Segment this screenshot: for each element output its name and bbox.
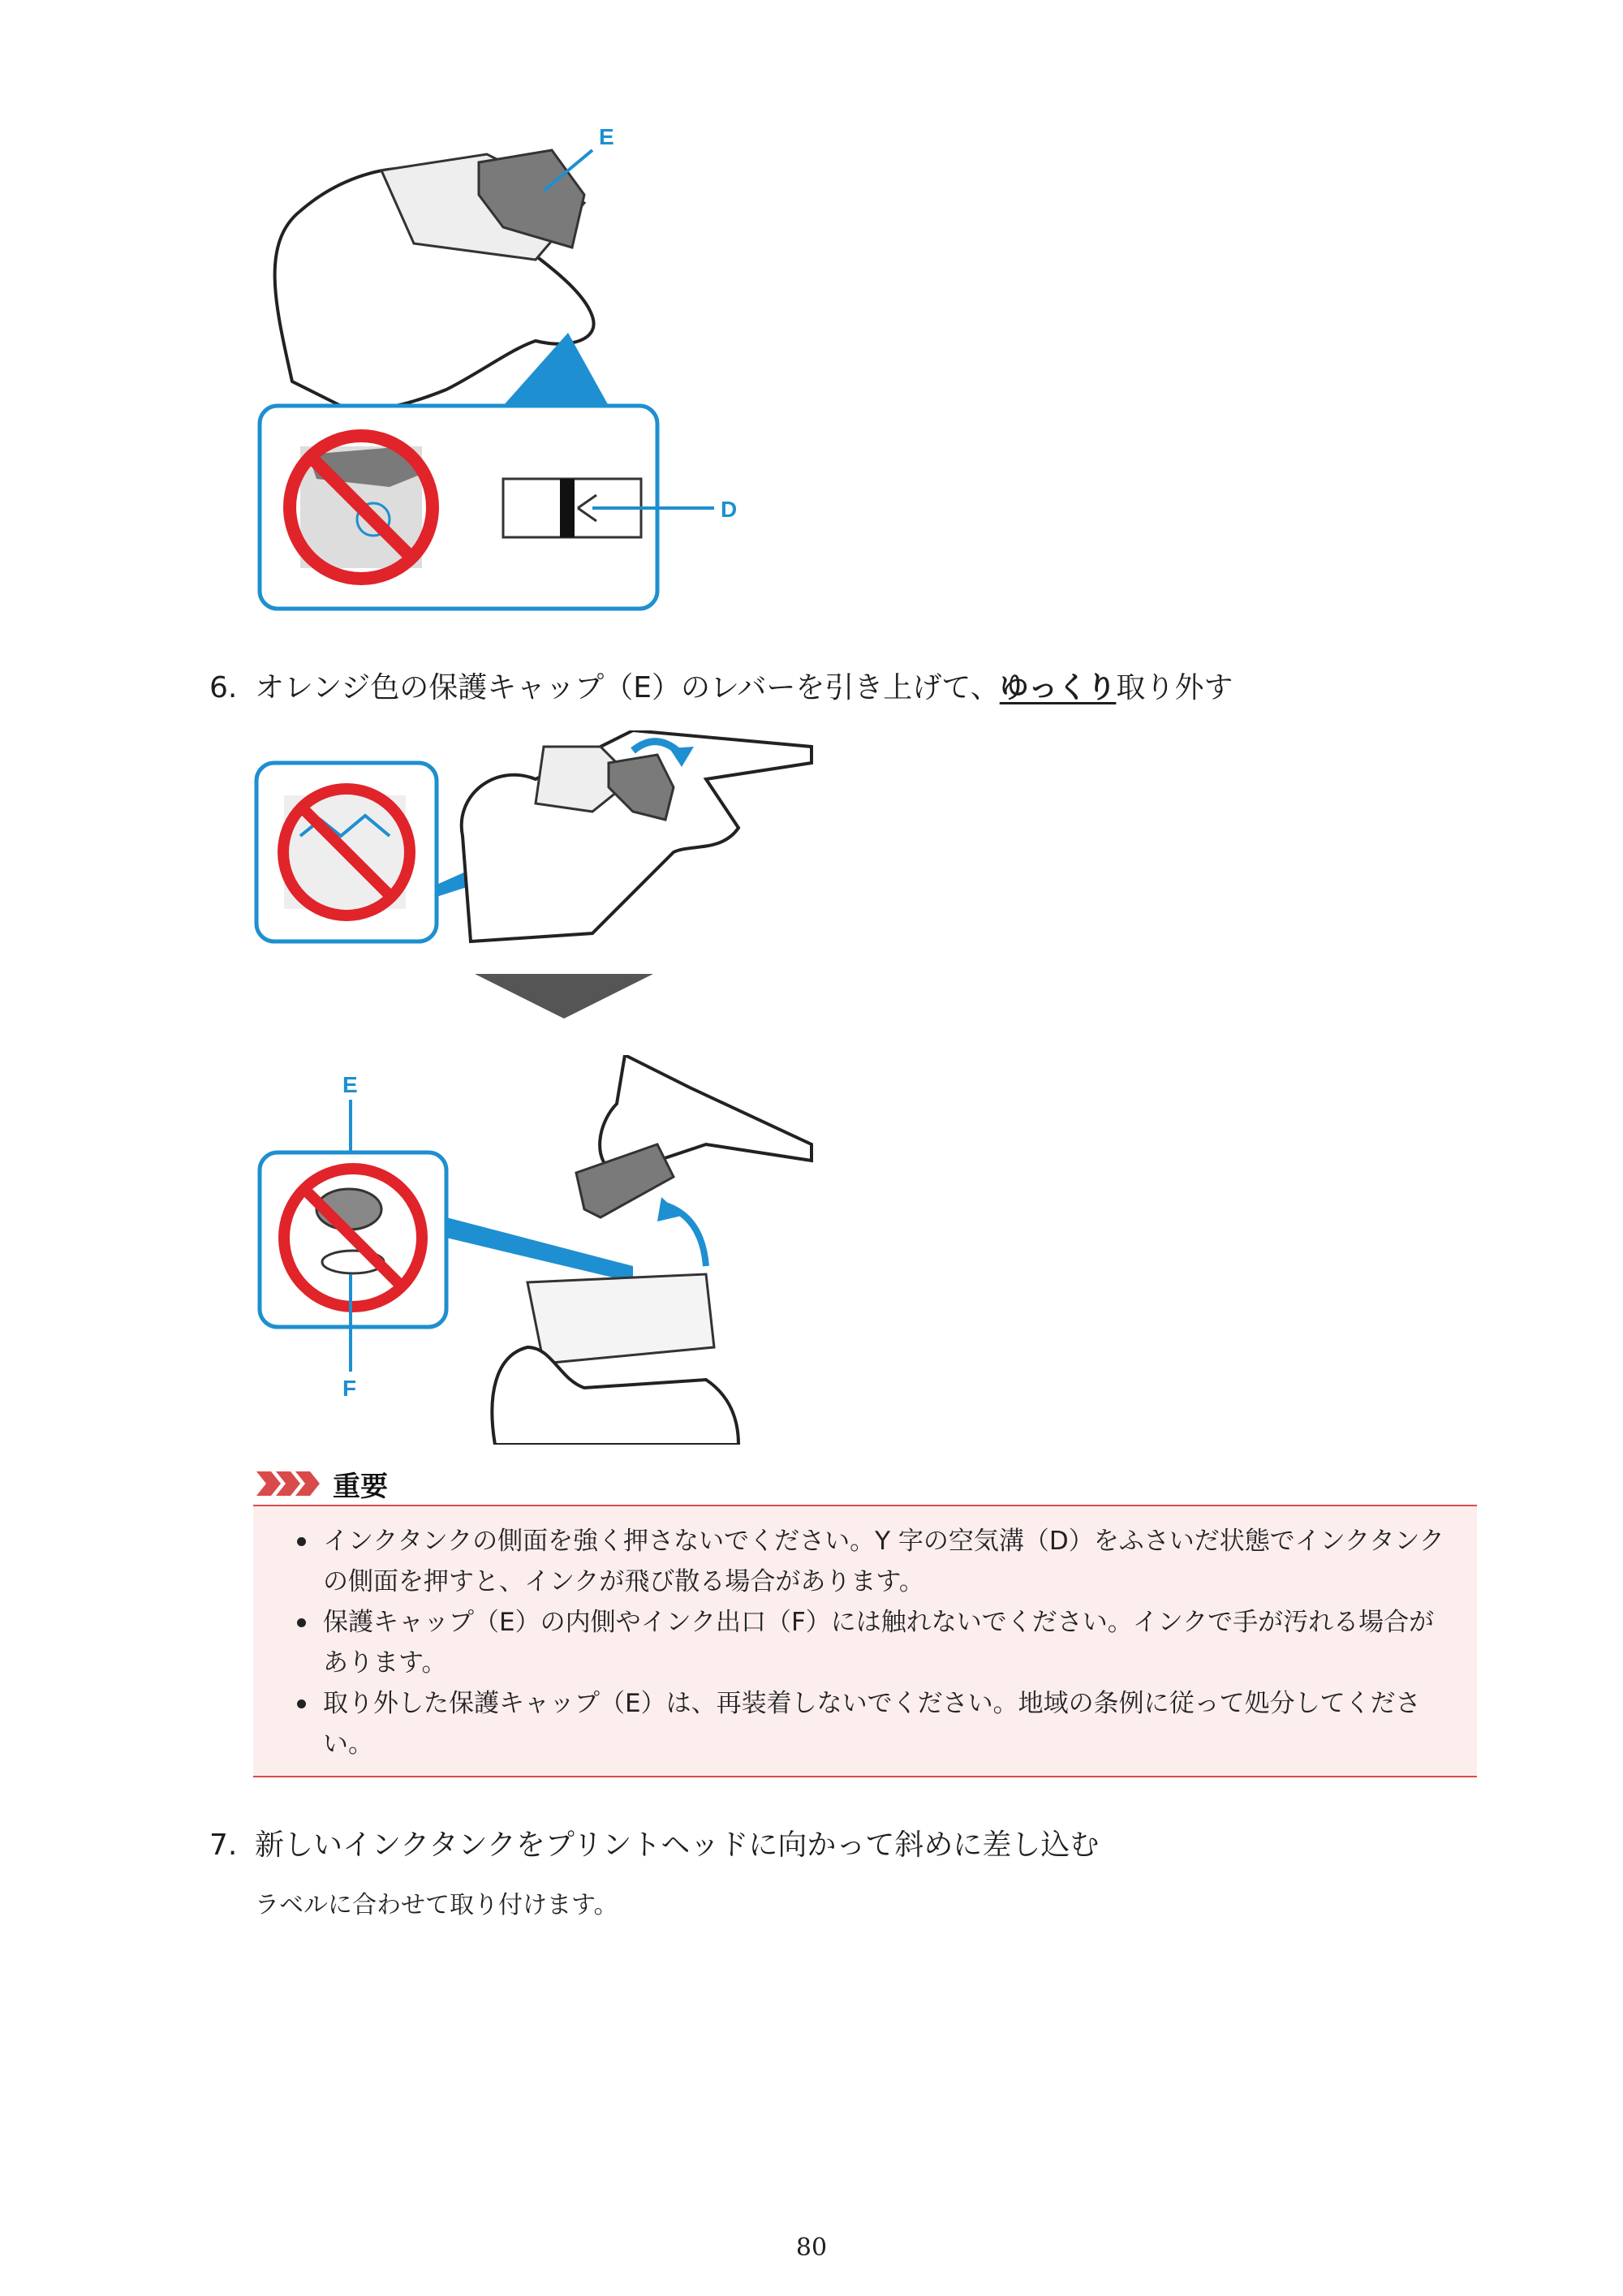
list-item: 取り外した保護キャップ（E）は、再装着しないでください。地域の条例に従って処分してください。 (294, 1683, 1453, 1764)
bullet-icon (297, 1699, 306, 1708)
prohibited-sign-icon (283, 789, 410, 915)
step-number: 6. (209, 671, 238, 704)
ink-tank-illustration (527, 1274, 714, 1363)
step-text-end: 取り外す (1116, 671, 1233, 704)
important-title: 重要 (333, 1470, 388, 1503)
step-text: オレンジ色の保護キャップ（E）のレバーを引き上げて、 (255, 671, 1000, 704)
important-list (253, 1506, 1477, 1764)
label-f: F (342, 1376, 357, 1401)
important-header (256, 1467, 388, 1503)
step-7-note: ラベルに合わせて取り付けます。 (255, 1891, 618, 1919)
prohibited-sign-icon (290, 436, 433, 579)
step-text: 新しいインクタンクをプリントヘッドに向かって斜めに差し込む (255, 1829, 1100, 1862)
bullet-icon (297, 1537, 306, 1546)
figure-remove-cap (252, 1055, 820, 1445)
figure-lift-lever (252, 730, 820, 950)
step-number: 7. (209, 1829, 238, 1862)
important-box (253, 1505, 1477, 1777)
step-7 (209, 1828, 1099, 1863)
label-e: E (342, 1072, 358, 1097)
chevron-marker-icon (256, 1471, 321, 1496)
label-e: E (599, 124, 614, 149)
step-emphasis: ゆっくり (999, 671, 1117, 704)
step-6 (209, 670, 1233, 706)
protective-cap-illustration (576, 1144, 674, 1217)
list-item: 保護キャップ（E）の内側やインク出口（F）には触れないでください。インクで手が汚れる場合があります。 (294, 1602, 1453, 1683)
page-number: 80 (795, 2234, 828, 2262)
figure-hold-ink-tank (243, 106, 763, 617)
down-arrow-icon (475, 974, 653, 1019)
label-d: D (721, 497, 738, 522)
list-item: インクタンクの側面を強く押さないでください。Y 字の空気溝（D）をふさいだ状態でインクタンクの側面を押すと、インクが飛び散る場合があります。 (294, 1521, 1453, 1602)
bullet-icon (297, 1618, 306, 1627)
